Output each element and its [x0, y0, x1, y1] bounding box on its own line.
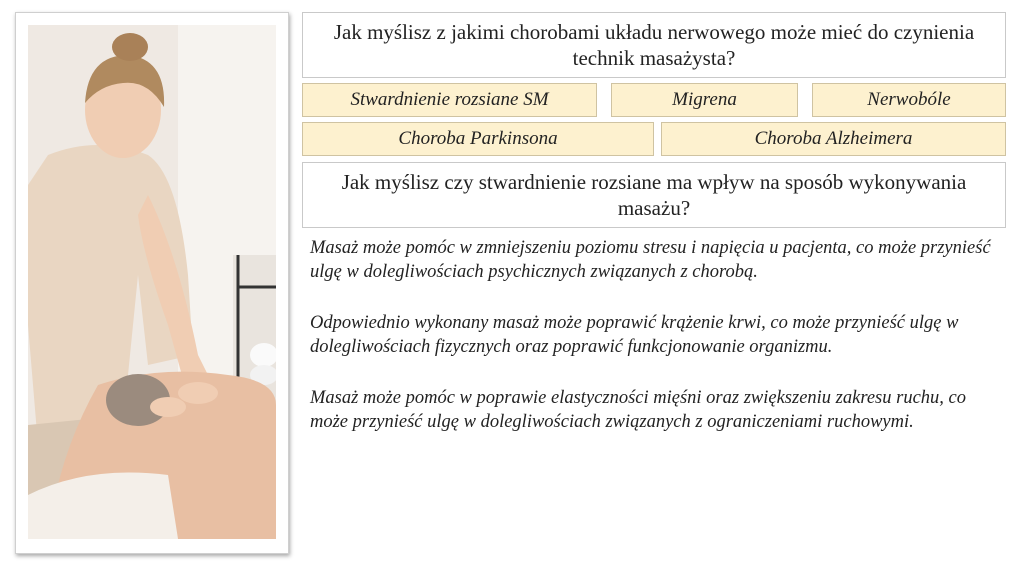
disease-label: Migrena — [672, 89, 737, 110]
disease-chip-multiple-sclerosis — [302, 83, 597, 117]
disease-chip-migraine — [611, 83, 798, 117]
massage-photo — [28, 25, 276, 539]
question-2-box — [302, 162, 1006, 228]
answer-paragraph: Odpowiednio wykonany masaż może poprawić krążenie krwi, co może przynieść ulgę w dolegliwościach fizycznych oraz poprawić funkcjonowanie organizmu. — [310, 313, 959, 357]
answer-paragraph: Masaż może pomóc w zmniejszeniu poziomu stresu i napięcia u pacjenta, co może przynieść ulgę w dolegliwościach psychicznych związanych z chorobą. — [310, 238, 991, 282]
answers-block — [310, 236, 1000, 461]
question-1-text: Jak myślisz z jakimi chorobami układu nerwowego może mieć do czynienia technik masażysta? — [333, 20, 975, 70]
disease-chip-parkinson — [302, 122, 654, 156]
disease-label: Choroba Alzheimera — [754, 128, 913, 149]
question-1-box — [302, 12, 1006, 78]
answer-paragraph: Masaż może pomóc w poprawie elastyczności mięśni oraz zwiększeniu zakresu ruchu, co może przynieść ulgę w dolegliwościach związanych z ograniczeniami ruchowymi. — [310, 388, 967, 432]
disease-chip-alzheimer — [661, 122, 1006, 156]
disease-label: Nerwobóle — [867, 89, 951, 110]
disease-label: Choroba Parkinsona — [398, 128, 558, 149]
disease-chip-neuralgia — [812, 83, 1006, 117]
question-2-text: Jak myślisz czy stwardnienie rozsiane ma wpływ na sposób wykonywania masażu? — [341, 170, 967, 220]
photo-frame — [15, 12, 289, 554]
disease-label: Stwardnienie rozsiane SM — [350, 89, 549, 110]
